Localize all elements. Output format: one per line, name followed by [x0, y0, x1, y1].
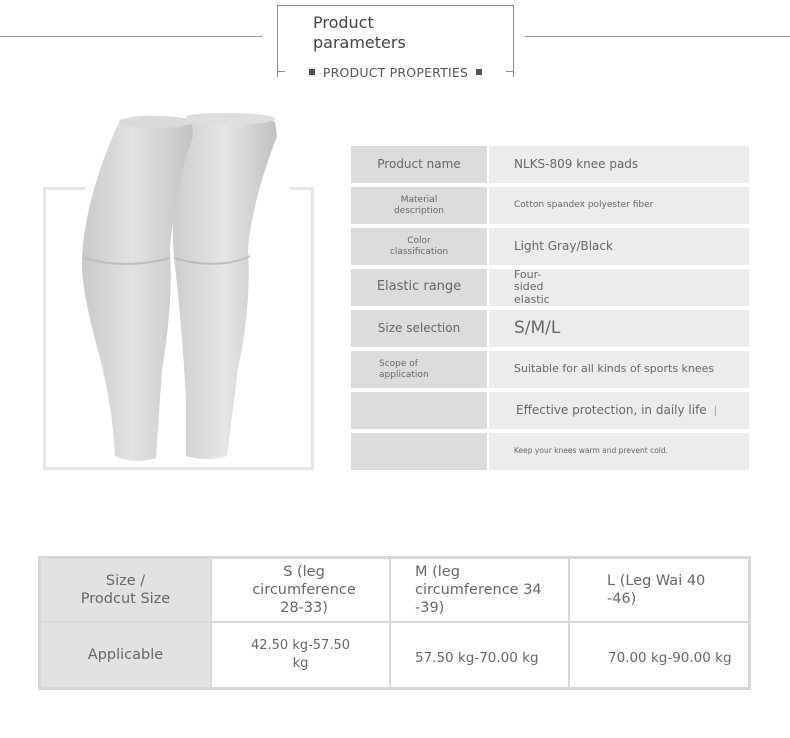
right-sleeve-cuff — [187, 113, 275, 125]
property-label: Product name — [351, 146, 487, 183]
page-subtitle: PRODUCT PROPERTIES — [322, 64, 469, 80]
size-value-s: 42.50 kg-57.50 kg — [212, 623, 389, 687]
size-header-s: S (leg circumference 28-33) — [212, 559, 389, 621]
property-value — [489, 392, 749, 429]
property-value: S/M/L — [489, 310, 749, 347]
size-value-l: 70.00 kg-90.00 kg — [570, 623, 748, 687]
square-bullet-icon — [309, 69, 315, 75]
property-row — [351, 187, 749, 224]
property-row — [351, 146, 749, 183]
property-row — [351, 228, 749, 265]
property-label — [351, 433, 487, 470]
square-bullet-icon — [476, 69, 482, 75]
knee-sleeve-pair-photo — [70, 108, 290, 468]
size-value-m: 57.50 kg-70.00 kg — [391, 623, 568, 687]
property-row — [351, 310, 749, 347]
property-value: Cotton spandex polyester fiber — [489, 187, 749, 224]
page-title: Product parameters — [313, 13, 406, 52]
left-sleeve-cuff — [119, 116, 193, 128]
property-label: Scope of application — [351, 351, 487, 388]
property-row — [351, 269, 749, 306]
text-cursor-icon — [715, 406, 716, 416]
property-row — [351, 433, 749, 470]
property-label — [351, 392, 487, 429]
property-value: NLKS-809 knee pads — [489, 146, 749, 183]
left-sleeve — [82, 116, 193, 461]
right-sleeve — [173, 113, 277, 459]
property-label: Elastic range — [351, 269, 487, 306]
header-rule-right — [525, 36, 790, 37]
size-header-label: Size / Prodcut Size — [41, 559, 210, 621]
size-header-l: L (Leg Wai 40 -46) — [570, 559, 748, 621]
property-row — [351, 392, 749, 429]
size-row-label: Applicable — [41, 623, 210, 687]
property-value: Four-sided elastic — [489, 269, 749, 306]
property-value: Keep your knees warm and prevent cold. — [489, 433, 749, 470]
header-rule-left — [0, 36, 262, 37]
property-label: Color classification — [351, 228, 487, 265]
property-value: Suitable for all kinds of sports knees — [489, 351, 749, 388]
subtitle-row — [277, 64, 514, 80]
frame-top-segment-right — [290, 187, 314, 190]
property-value-text: Effective protection, in daily life — [516, 402, 707, 417]
size-table — [38, 556, 751, 690]
property-row — [351, 351, 749, 388]
property-value: Light Gray/Black — [489, 228, 749, 265]
size-header-m: M (leg circumference 34 -39) — [391, 559, 568, 621]
property-label: Size selection — [351, 310, 487, 347]
property-label: Material description — [351, 187, 487, 224]
